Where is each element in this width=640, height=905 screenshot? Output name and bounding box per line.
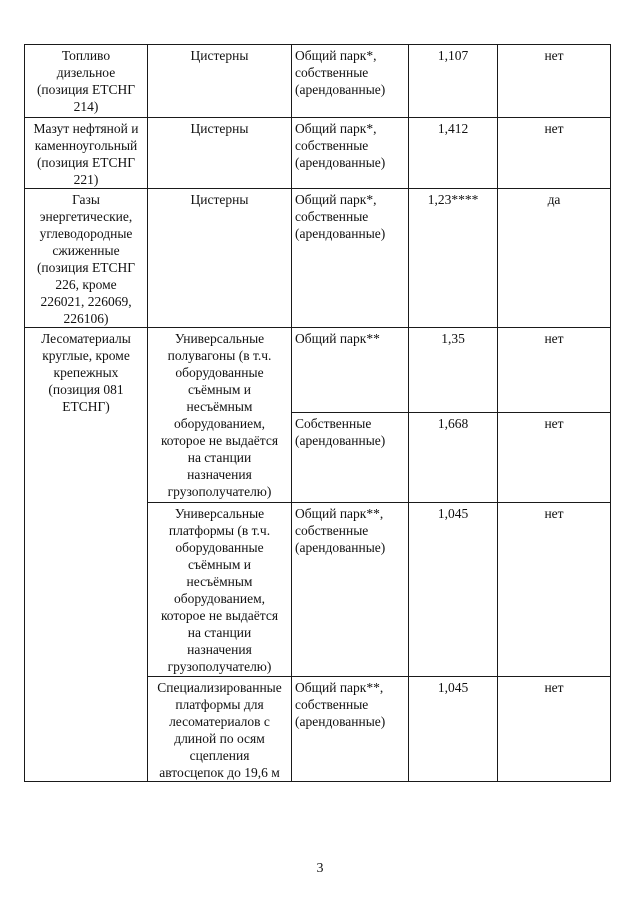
- wagon-type-cell-gondola: Универсальные полувагоны (в т.ч. оборудованные съёмным и несъёмным оборудованием, которое не выдаётся на станции назначения грузополучателю): [148, 328, 292, 503]
- page-number: 3: [316, 861, 324, 876]
- table-row: [25, 189, 611, 328]
- coefficient-cell: 1,35: [409, 328, 498, 413]
- wagon-type-cell: Цистерны: [148, 118, 292, 189]
- table-row: [25, 118, 611, 189]
- flag-cell: да: [498, 189, 611, 328]
- coefficient-cell: 1,107: [409, 45, 498, 118]
- cargo-cell-timber: Лесоматериалы круглые, кроме крепежных (позиция 081 ЕТСНГ): [25, 328, 148, 782]
- table-row: [25, 45, 611, 118]
- park-cell: Общий парк**, собственные (арендованные): [292, 503, 409, 677]
- coefficient-cell: 1,668: [409, 413, 498, 503]
- wagon-type-cell: Цистерны: [148, 45, 292, 118]
- cargo-cell: Мазут нефтяной и каменноугольный (позиция ЕТСНГ 221): [25, 118, 148, 189]
- wagon-type-cell: Цистерны: [148, 189, 292, 328]
- coefficient-cell: 1,23****: [409, 189, 498, 328]
- flag-cell: нет: [498, 413, 611, 503]
- park-cell: Общий парк**, собственные (арендованные): [292, 677, 409, 782]
- flag-cell: нет: [498, 118, 611, 189]
- wagon-type-cell-special: Специализированные платформы для лесоматериалов с длиной по осям сцепления автосцепок до 19,6 м: [148, 677, 292, 782]
- flag-cell: нет: [498, 45, 611, 118]
- coefficient-cell: 1,412: [409, 118, 498, 189]
- cargo-cell: Газы энергетические, углеводородные сжиженные (позиция ЕТСНГ 226, кроме 226021, 226069, 226106): [25, 189, 148, 328]
- park-cell: Общий парк**: [292, 328, 409, 413]
- coefficient-cell: 1,045: [409, 677, 498, 782]
- flag-cell: нет: [498, 328, 611, 413]
- table-row: [25, 328, 611, 413]
- cargo-cell: Топливо дизельное (позиция ЕТСНГ 214): [25, 45, 148, 118]
- park-cell: Собственные (арендованные): [292, 413, 409, 503]
- wagon-type-cell-platforms: Универсальные платформы (в т.ч. оборудованные съёмным и несъёмным оборудованием, которое не выдаётся на станции назначения грузополучателю): [148, 503, 292, 677]
- coefficient-cell: 1,045: [409, 503, 498, 677]
- tariff-table: [24, 44, 611, 782]
- park-cell: Общий парк*, собственные (арендованные): [292, 189, 409, 328]
- park-cell: Общий парк*, собственные (арендованные): [292, 45, 409, 118]
- flag-cell: нет: [498, 503, 611, 677]
- flag-cell: нет: [498, 677, 611, 782]
- park-cell: Общий парк*, собственные (арендованные): [292, 118, 409, 189]
